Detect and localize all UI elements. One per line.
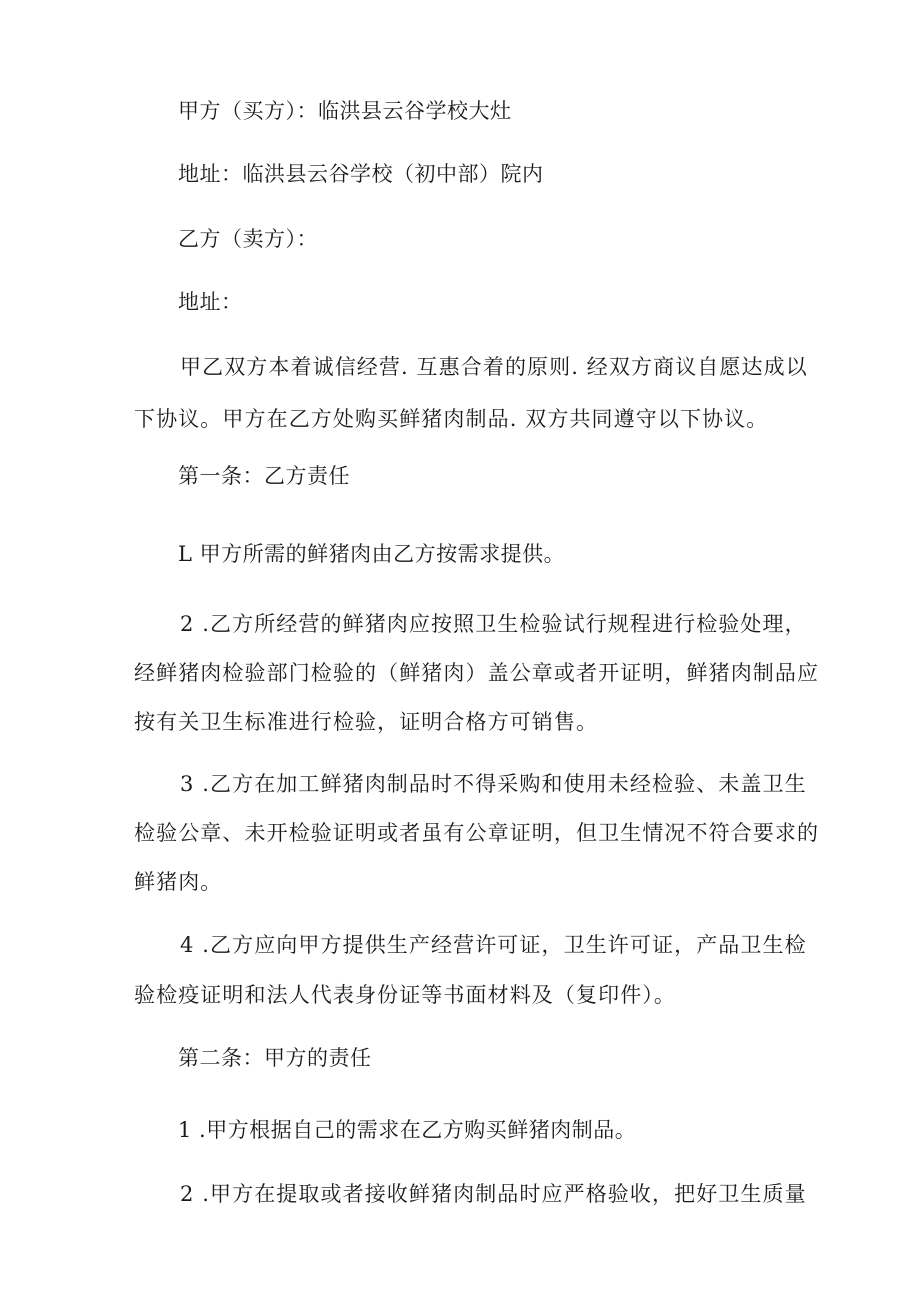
- article-1-title: 第一条：乙方责任: [178, 464, 350, 488]
- article-1-item-4-line-2: 验检疫证明和法人代表身份证等书面材料及（复印件）。: [134, 983, 676, 1007]
- article-2-title: 第二条：甲方的责任: [178, 1046, 372, 1070]
- party-a-line: 甲方（买方）：临洪县云谷学校大灶: [178, 99, 512, 123]
- address-a-line: 地址：临洪县云谷学校（初中部）院内: [178, 162, 544, 186]
- article-1-item-3-line-2: 检验公章、未开检验证明或者虽有公章证明，但卫生情况不符合要求的: [134, 821, 820, 845]
- party-b-line: 乙方（卖方）：: [178, 227, 318, 251]
- address-b-line: 地址：: [178, 290, 243, 314]
- preamble-line-2: 下协议。甲方在乙方处购买鲜猪肉制品. 双方共同遵守以下协议。: [134, 407, 769, 431]
- preamble-line-1: 甲乙双方本着诚信经营. 互惠合着的原则. 经双方商议自愿达成以: [180, 355, 808, 379]
- article-2-item-1: 1 .甲方根据自己的需求在乙方购买鲜猪肉制品。: [178, 1118, 637, 1142]
- article-1-item-2-line-2: 经鲜猪肉检验部门检验的（鲜猪肉）盖公章或者开证明，鲜猪肉制品应: [134, 661, 820, 685]
- article-1-item-3-line-1: 3 .乙方在加工鲜猪肉制品时不得采购和使用未经检验、未盖卫生: [180, 772, 807, 796]
- article-2-item-2-line-1: 2 .甲方在提取或者接收鲜猪肉制品时应严格验收，把好卫生质量: [180, 1182, 807, 1206]
- article-1-item-3-line-3: 鲜猪肉。: [134, 870, 223, 894]
- article-1-item-2-line-1: 2 .乙方所经营的鲜猪肉应按照卫生检验试行规程进行检验处理，: [180, 612, 807, 636]
- article-1-item-1: L 甲方所需的鲜猪肉由乙方按需求提供。: [178, 542, 566, 566]
- article-1-item-4-line-1: 4 .乙方应向甲方提供生产经营许可证，卫生许可证，产品卫生检: [180, 933, 807, 957]
- article-1-item-2-line-3: 按有关卫生标准进行检验，证明合格方可销售。: [134, 710, 599, 734]
